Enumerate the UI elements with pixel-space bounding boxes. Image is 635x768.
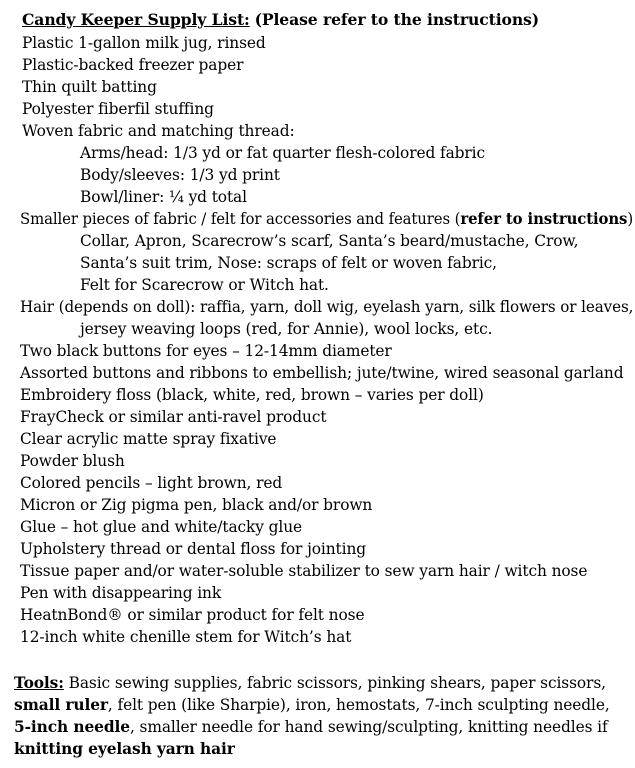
accessory-detail: Collar, Apron, Scarecrow’s scarf, Santa’s beard/mustache, Crow, [80,232,579,250]
supply-item: Pen with disappearing ink [20,584,222,602]
supply-item: HeatnBond® or similar product for felt nose [20,606,365,624]
supply-item: Polyester fiberfil stuffing [22,100,214,118]
supply-item: Woven fabric and matching thread: [22,122,295,140]
hair-item: Hair (depends on doll): raffia, yarn, doll wig, eyelash yarn, silk flowers or leaves, [20,298,634,316]
tools-line [14,694,610,716]
supply-item: Embroidery floss (black, white, red, brown – varies per doll) [20,386,484,404]
supply-item: Glue – hot glue and white/tacky glue [20,518,303,536]
tools-text: Basic sewing supplies, fabric scissors, pinking shears, paper scissors, [63,674,606,692]
fabric-detail: Bowl/liner: ¼ yd total [80,188,247,206]
tools-line: knitting eyelash yarn hair [14,740,235,758]
tools-label: Tools: [14,674,64,692]
supply-item: Tissue paper and/or water-soluble stabilizer to sew yarn hair / witch nose [20,562,588,580]
smaller-pieces-bold: refer to instructions [460,210,628,228]
supply-item: Assorted buttons and ribbons to embellish; jute/twine, wired seasonal garland [20,364,624,382]
list-heading [22,9,539,31]
tools-line [14,672,606,694]
supply-item: 12-inch white chenille stem for Witch’s hat [20,628,352,646]
fabric-detail: Body/sleeves: 1/3 yd print [80,166,280,184]
supply-item: Plastic-backed freezer paper [22,56,244,74]
tools-text: , smaller needle for hand sewing/sculpting, knitting needles if [129,718,608,736]
supply-item: Colored pencils – light brown, red [20,474,283,492]
supply-item: Upholstery thread or dental floss for jointing [20,540,367,558]
supply-item: Micron or Zig pigma pen, black and/or brown [20,496,373,514]
supply-item: Powder blush [20,452,125,470]
title-note: (Please refer to the instructions) [254,10,540,29]
supply-item: Plastic 1-gallon milk jug, rinsed [22,34,266,52]
fabric-detail: Arms/head: 1/3 yd or fat quarter flesh-colored fabric [80,144,486,162]
hair-detail: jersey weaving loops (red, for Annie), wool locks, etc. [80,320,493,338]
smaller-pieces-item [20,208,633,230]
supply-item: Thin quilt batting [22,78,157,96]
smaller-pieces-text: Smaller pieces of fabric / felt for accessories and features ( [20,210,461,228]
supply-item: Two black buttons for eyes – 12-14mm diameter [20,342,392,360]
list-title: Candy Keeper Supply List: [22,10,250,29]
tools-text: , felt pen (like Sharpie), iron, hemostats, 7-inch sculpting needle, [107,696,610,714]
tools-line [14,716,608,738]
supply-item: FrayCheck or similar anti-ravel product [20,408,327,426]
tools-bold: 5-inch needle [14,718,130,736]
accessory-detail: Santa’s suit trim, Nose: scraps of felt or woven fabric, [80,254,497,272]
smaller-pieces-close: ) [627,210,634,228]
tools-bold: small ruler [14,696,108,714]
accessory-detail: Felt for Scarecrow or Witch hat. [80,276,329,294]
supply-item: Clear acrylic matte spray fixative [20,430,277,448]
